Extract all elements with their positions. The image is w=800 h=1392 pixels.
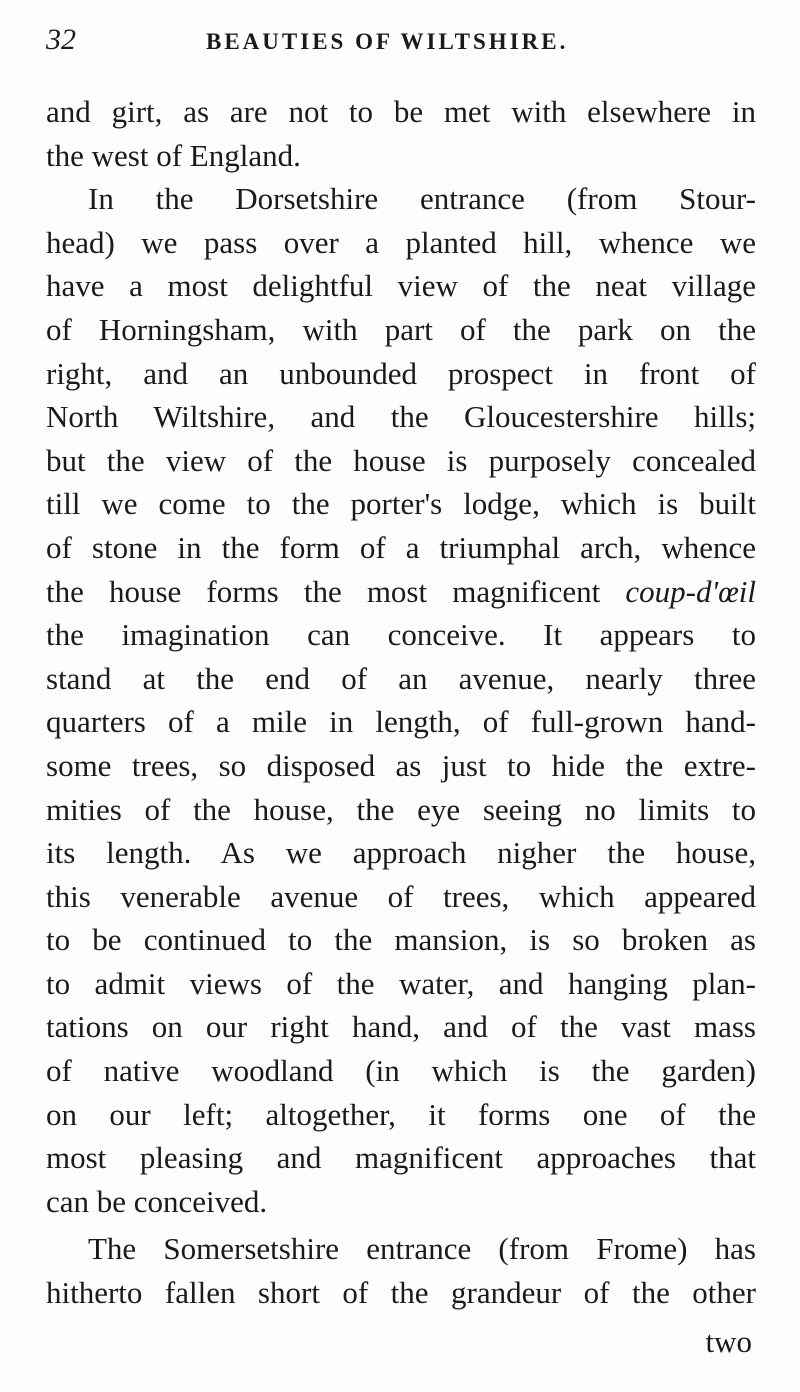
text-line: head) we pass over a planted hill, whence we: [46, 224, 756, 260]
running-title: BEAUTIES OF WILTSHIRE.: [206, 29, 569, 54]
text-line: this venerable avenue of trees, which appeared: [46, 878, 756, 914]
running-head: [46, 22, 758, 58]
italic-phrase: coup-d'œil: [625, 573, 756, 609]
text-line: to be continued to the mansion, is so broken as: [46, 922, 756, 958]
text-line: the imagination can conceive. It appears to: [46, 617, 756, 653]
body-text: [46, 90, 756, 1315]
catchword: two: [705, 1324, 752, 1359]
text-line: of Horningsham, with part of the park on the: [46, 311, 756, 347]
page-number: 32: [46, 23, 76, 56]
text-line: to admit views of the water, and hanging plan-: [46, 965, 756, 1001]
text-line: have a most delightful view of the neat village: [46, 268, 756, 304]
text-line: most pleasing and magnificent approaches that: [46, 1140, 756, 1176]
text-line: on our left; altogether, it forms one of the: [46, 1096, 756, 1132]
paragraph-start-line: In the Dorsetshire entrance (from Stour-: [88, 181, 756, 217]
text-line-with-italic: [46, 570, 756, 614]
text-line: North Wiltshire, and the Gloucestershire hills;: [46, 399, 756, 435]
text-line: its length. As we approach nigher the house,: [46, 835, 756, 871]
text-line: some trees, so disposed as just to hide the extre-: [46, 747, 756, 783]
paragraph-start-line: The Somersetshire entrance (from Frome) has: [88, 1231, 756, 1267]
text-line: of stone in the form of a triumphal arch, whence: [46, 529, 756, 565]
text-line: mities of the house, the eye seeing no limits to: [46, 791, 756, 827]
text-line: but the view of the house is purposely concealed: [46, 442, 756, 478]
text-line: of native woodland (in which is the garden): [46, 1053, 756, 1089]
text-line: can be conceived.: [46, 1183, 268, 1219]
text-line: and girt, as are not to be met with elsewhere in: [46, 94, 756, 129]
text-line: till we come to the porter's lodge, which is built: [46, 486, 756, 522]
text-line: quarters of a mile in length, of full-grown hand-: [46, 704, 756, 740]
text-line: the west of England.: [46, 137, 301, 173]
text-line: hitherto fallen short of the grandeur of the other: [46, 1275, 756, 1311]
text-span: the house forms the most magnificent: [46, 573, 626, 609]
text-line: stand at the end of an avenue, nearly three: [46, 660, 756, 696]
text-line: right, and an unbounded prospect in front of: [46, 355, 756, 391]
text-line: tations on our right hand, and of the vast mass: [46, 1009, 756, 1045]
